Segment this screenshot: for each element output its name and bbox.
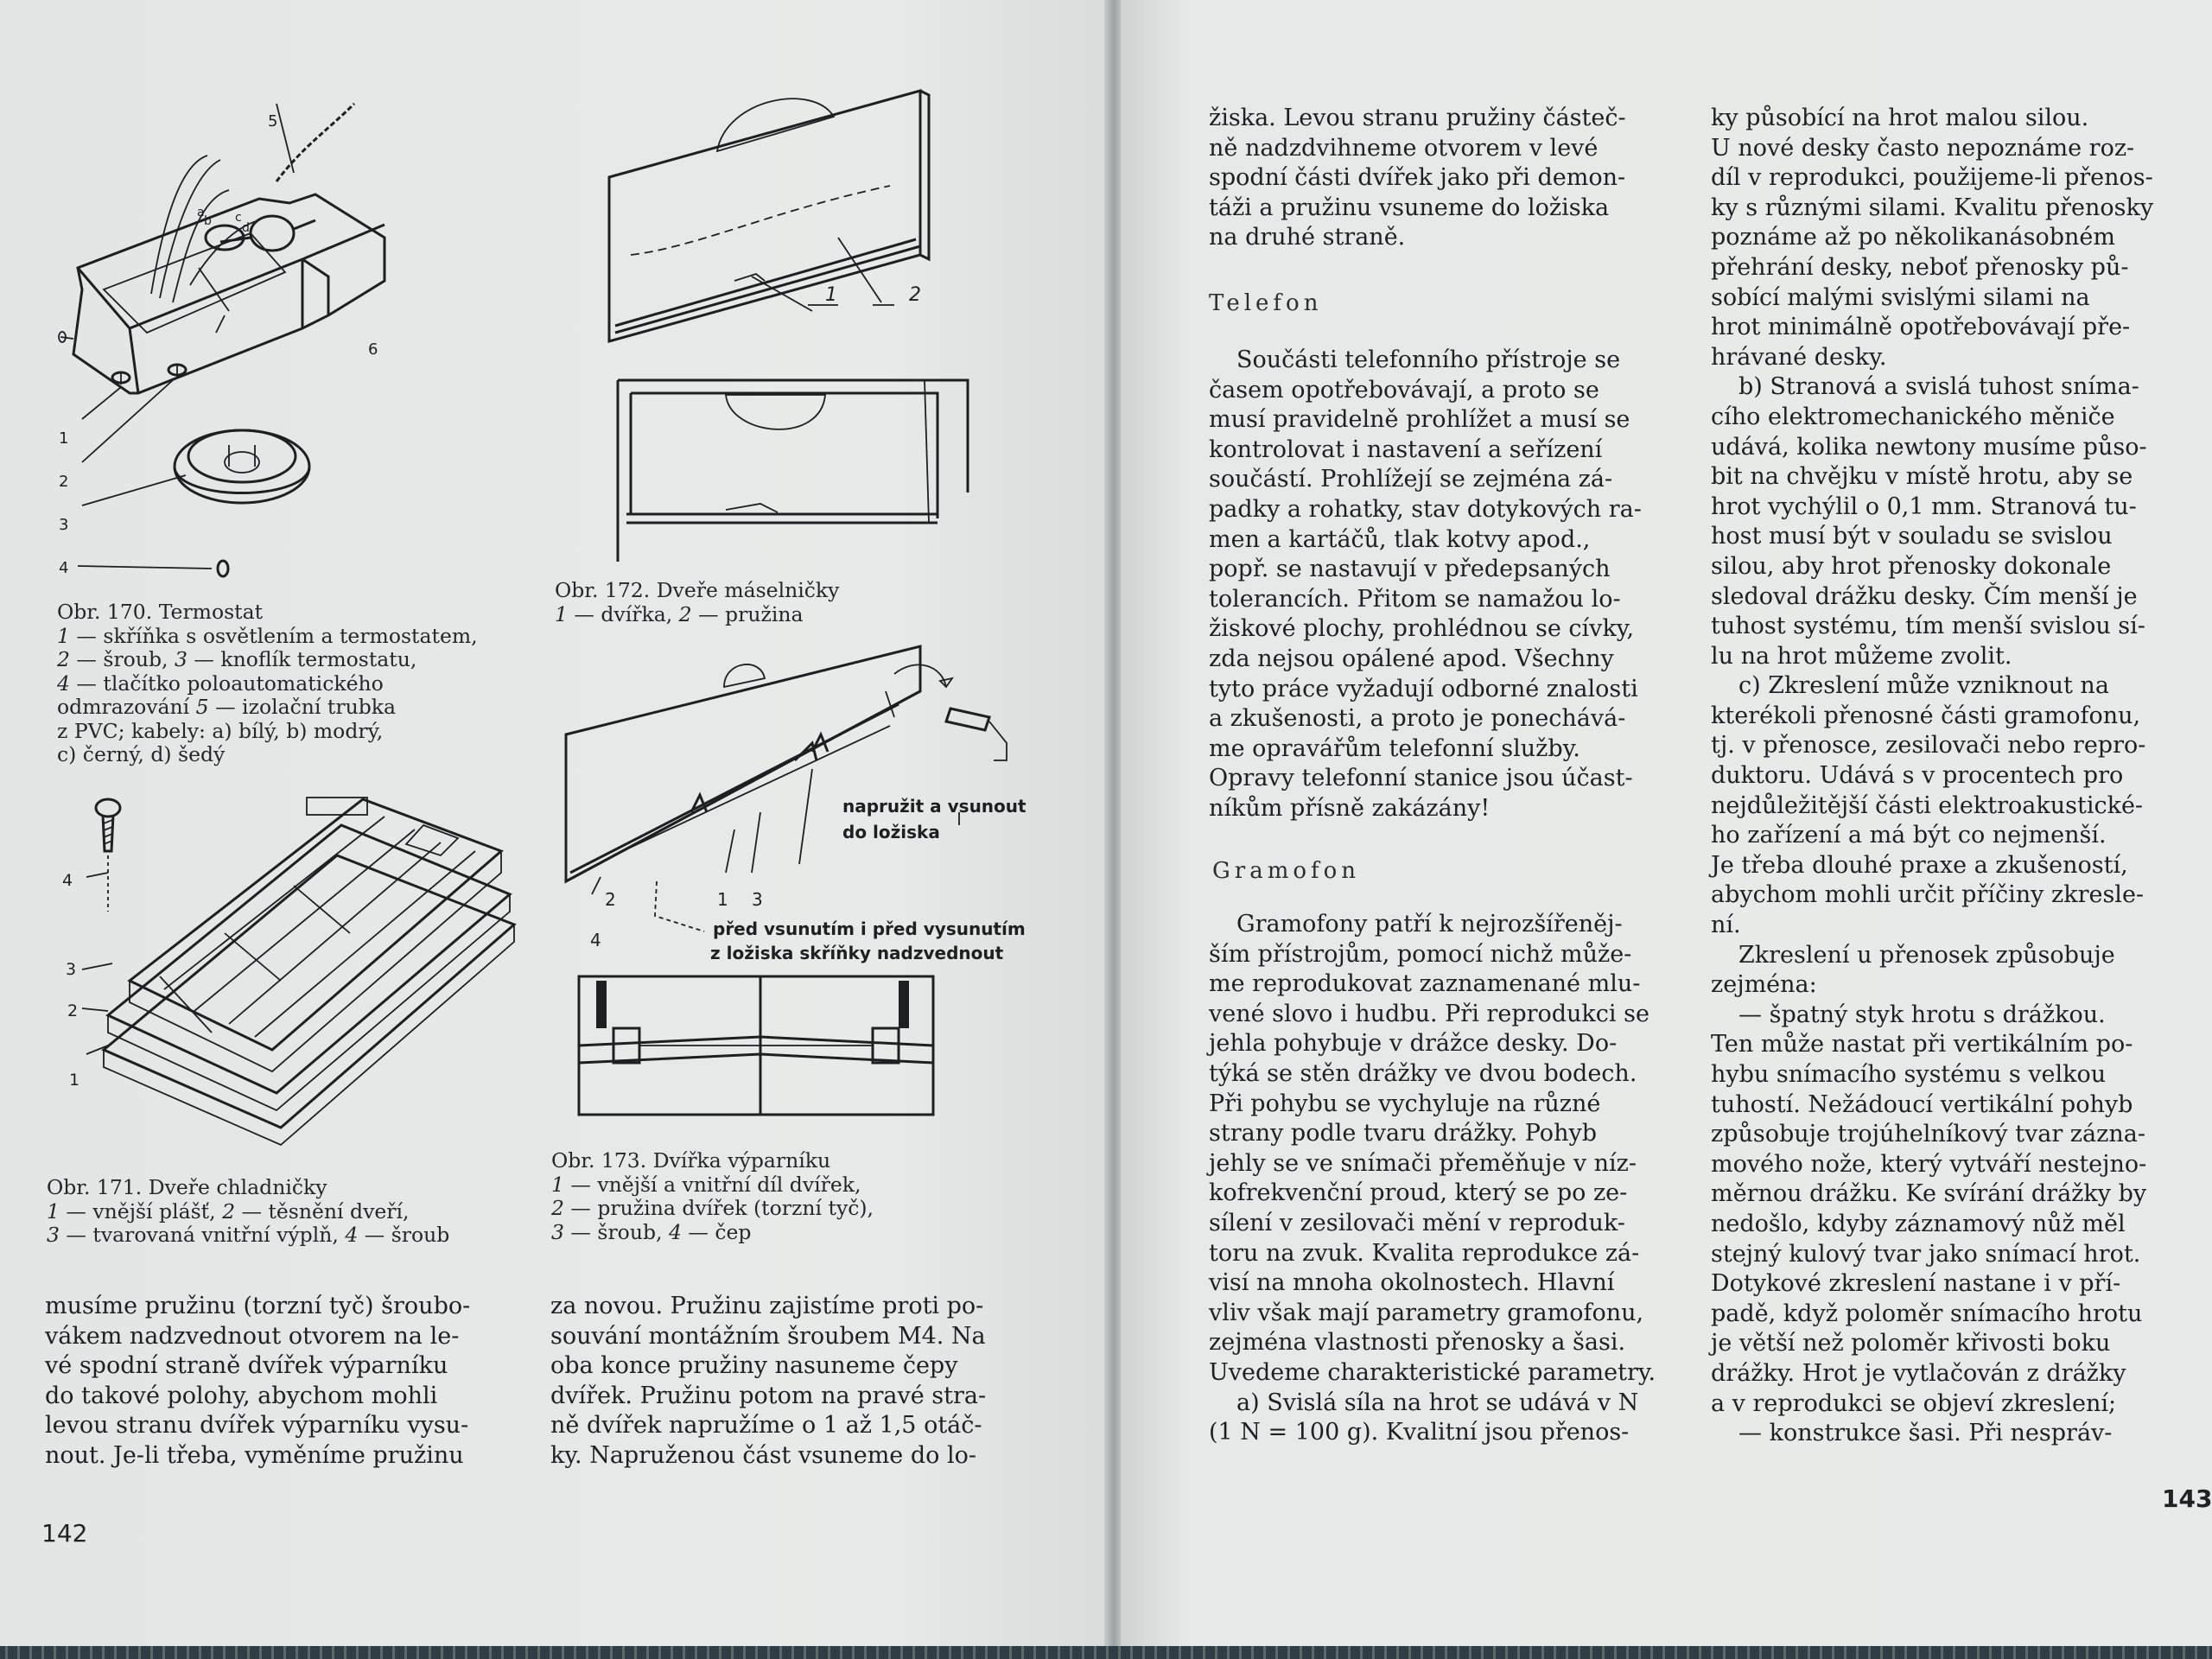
text-line: toru na zvuk. Kvalita reprodukce zá- — [1209, 1239, 1640, 1267]
text-line: stejný kulový tvar jako snímací hrot. — [1711, 1240, 2141, 1268]
text-line: Uvedeme charakteristické parametry. — [1209, 1358, 1656, 1386]
text-line: hrot vychýlil o 0,1 mm. Stranová tu- — [1711, 493, 2137, 520]
fig173-handwritten-3: před vsunutím i před vysunutím — [713, 918, 1026, 939]
text-line: kontrolovat i nastavení a seřízení — [1209, 435, 1603, 463]
text-line: spodní části dvířek jako při demon- — [1209, 164, 1626, 192]
text-line: padě, když poloměr snímacího hrotu — [1711, 1300, 2143, 1327]
fig171-caption — [47, 1176, 449, 1248]
text-line: levou stranu dvířek výparníku vysu- — [45, 1412, 469, 1440]
text-line: žiska. Levou stranu pružiny částeč- — [1209, 105, 1626, 131]
text-line: Při pohybu se vychyluje na různé — [1209, 1090, 1601, 1117]
caption-line: Obr. 171. Dveře chladničky — [47, 1175, 327, 1199]
text-line: udává, kolika newtony musíme půso- — [1711, 433, 2147, 461]
text-line: padky a rohatky, stav dotykových ra- — [1209, 495, 1642, 523]
fig170-label-a: a — [197, 206, 205, 219]
caption-line: 1 — skříňka s osvětlením a termostatem, — [57, 623, 478, 648]
text-line: host musí být v souladu se svislou — [1711, 523, 2113, 550]
caption-line: 3 — tvarovaná vnitřní výplň, 4 — šroub — [47, 1223, 450, 1247]
text-line: přehrání desky, neboť přenosky pů- — [1711, 253, 2129, 281]
caption-line: 2 — šroub, 3 — knoflík termostatu, — [57, 647, 417, 671]
text-line: ně dvířek napružíme o 1 až 1,5 otáč- — [550, 1412, 982, 1440]
text-line: ším přístrojům, pomocí nichž může- — [1209, 940, 1632, 968]
right-text-column-1b — [1209, 346, 1672, 824]
fig170-label-2: 2 — [59, 473, 69, 491]
fig173-label-2: 2 — [605, 889, 616, 910]
text-line: a zkušenosti, a proto je ponechává- — [1209, 705, 1626, 733]
fig171-label-4: 4 — [62, 871, 73, 890]
text-line: vliv však mají parametry gramofonu, — [1209, 1299, 1644, 1326]
text-line: žiskové plochy, prohlédnou se cívky, — [1209, 615, 1635, 643]
text-line: jehla pohybuje v drážce desky. Do- — [1209, 1030, 1618, 1058]
text-line: ho zařízení a má být co nejmenší. — [1711, 822, 2107, 849]
text-line: ky s různými silami. Kvalitu přenosky — [1711, 194, 2154, 221]
text-line: — špatný styk hrotu s drážkou. — [1738, 1001, 2106, 1028]
caption-line: 4 — tlačítko poloautomatického — [57, 671, 384, 696]
text-line: bit na chvějku v místě hrotu, aby se — [1711, 463, 2133, 491]
fig170-label-d: d — [242, 221, 250, 235]
text-line: díl v reprodukci, použijeme-li přenos- — [1711, 164, 2153, 192]
text-line: měrnou drážku. Ke svírání drážky by — [1711, 1180, 2147, 1208]
text-line: musíme pružinu (torzní tyč) šroubo- — [45, 1293, 471, 1319]
fig173-handwritten-4: z ložiska skříňky nadzvednout — [710, 943, 1004, 963]
text-line: ky. Napruženou část vsuneme do lo- — [550, 1441, 976, 1469]
text-line: hrávané desky. — [1711, 343, 1887, 371]
text-line: tj. v přenosce, zesilovači nebo repro- — [1711, 732, 2146, 760]
text-line: za novou. Pružinu zajistíme proti po- — [550, 1293, 984, 1319]
caption-line: 1 — dvířka, 2 — pružina — [555, 601, 804, 626]
text-line: Ten může nastat při vertikálním po- — [1711, 1031, 2133, 1058]
text-line: způsobuje trojúhelníkový tvar zázna- — [1711, 1121, 2145, 1148]
text-line: oba konce pružiny nasuneme čepy — [550, 1352, 958, 1380]
text-line: a v reprodukci se objeví zkreslení; — [1711, 1389, 2117, 1417]
fig171-label-1: 1 — [69, 1071, 80, 1090]
text-line: Součásti telefonního přístroje se — [1236, 346, 1621, 373]
text-line: Dotykové zkreslení nastane i v pří- — [1711, 1270, 2121, 1298]
fig173-label-3: 3 — [752, 889, 763, 910]
text-line: tuhostí. Nežádoucí vertikální pohyb — [1711, 1090, 2133, 1118]
text-line: vené slovo i hudbu. Při reprodukci se — [1209, 1000, 1649, 1027]
fig173-label-4: 4 — [590, 930, 601, 950]
fig171-label-2: 2 — [67, 1001, 79, 1020]
fig170-label-c: c — [235, 211, 242, 225]
text-line: b) Stranová a svislá tuhost sníma- — [1738, 373, 2139, 401]
text-line: souvání montážním šroubem M4. Na — [550, 1322, 986, 1350]
fig172-drawing — [596, 82, 994, 575]
right-page — [1121, 0, 2212, 1646]
left-text-column-2 — [550, 1292, 1039, 1471]
text-line: Je třeba dlouhé praxe a zkušeností, — [1711, 851, 2128, 879]
text-line: do takové polohy, abychom mohli — [45, 1382, 438, 1409]
fig172-caption — [555, 579, 839, 626]
text-line: c) Zkreslení může vzniknout na — [1738, 672, 2109, 700]
text-line: (1 N = 100 g). Kvalitní jsou přenos- — [1209, 1419, 1630, 1446]
text-line: kterékoli přenosné části gramofonu, — [1711, 702, 2141, 729]
caption-line: Obr. 170. Termostat — [57, 600, 264, 624]
fig170-label-6: 6 — [368, 340, 378, 359]
caption-line: c) černý, d) šedý — [57, 742, 226, 766]
caption-line: 1 — vnější a vnitřní díl dvířek, — [551, 1172, 861, 1197]
fig173-label-1: 1 — [717, 889, 728, 910]
right-text-column-1c — [1209, 910, 1672, 1448]
text-line: hrot minimálně opotřebovávají pře- — [1711, 314, 2131, 341]
text-line: strany podle tvaru drážky. Pohyb — [1209, 1120, 1597, 1147]
text-line: visí na mnoha okolnostech. Hlavní — [1209, 1269, 1615, 1297]
fig173-handwritten-1: napružit a vsunout — [842, 796, 1027, 817]
text-line: týká se stěn drážky ve dvou bodech. — [1209, 1059, 1637, 1087]
text-line: Gramofony patří k nejrozšířeněj- — [1236, 911, 1623, 938]
text-line: dvířek. Pružinu potom na pravé stra- — [550, 1382, 987, 1409]
text-line: sílení v zesilovači mění v reproduk- — [1209, 1209, 1625, 1236]
fig172-label-2: 2 — [909, 284, 921, 306]
text-line: táži a pružinu vsuneme do ložiska — [1209, 194, 1610, 221]
text-line: vé spodní straně dvířek výparníku — [45, 1352, 448, 1380]
text-line: nout. Je-li třeba, vyměníme pružinu — [45, 1441, 464, 1469]
text-line: mového nože, který vytváří nestejno- — [1711, 1150, 2147, 1178]
page-number: 142 — [41, 1519, 88, 1548]
left-page — [0, 0, 1108, 1646]
text-line: poznáme až po několikanásobném — [1711, 224, 2116, 251]
caption-line: 1 — vnější plášť, 2 — těsnění dveří, — [47, 1198, 410, 1224]
caption-line: z PVC; kabely: a) bílý, b) modrý, — [57, 718, 384, 743]
text-line: zejména: — [1711, 971, 1817, 999]
text-line: nejdůležitější části elektroakustické- — [1711, 791, 2144, 819]
text-line: níkům přísně zakázány! — [1209, 794, 1491, 822]
text-line: me reprodukovat zaznamenané mlu- — [1209, 970, 1641, 998]
text-line: vákem nadzvednout otvorem na le- — [45, 1322, 460, 1350]
text-line: me opravářům telefonní služby. — [1209, 734, 1580, 762]
text-line: tuhost systému, tím menší svislou sí- — [1711, 613, 2145, 640]
text-line: časem opotřebovávají, a proto se — [1209, 376, 1599, 404]
text-line: zda nejsou opálené apod. Všechny — [1209, 645, 1614, 672]
text-line: tyto práce vyžadují odborné znalosti — [1209, 675, 1638, 702]
text-line: musí pravidelně prohlížet a musí se — [1209, 406, 1630, 434]
background-fabric — [0, 1646, 2212, 1659]
text-line: a) Svislá síla na hrot se udává v N — [1236, 1389, 1639, 1416]
caption-line: 3 — šroub, 4 — čep — [551, 1219, 752, 1244]
text-line: nedošlo, kdyby záznamový nůž měl — [1711, 1210, 2126, 1237]
text-line: Opravy telefonní stanice jsou účast- — [1209, 765, 1633, 792]
text-line: popř. se nastavují v předepsaných — [1209, 556, 1611, 583]
page-number: 143 — [2162, 1484, 2212, 1513]
text-line: ně nadzdvihneme otvorem v levé — [1209, 134, 1599, 162]
fig170-label-1: 1 — [59, 429, 69, 448]
fig170-drawing — [43, 95, 527, 596]
fig170-label-b: b — [204, 214, 212, 228]
left-text-column-1 — [45, 1292, 516, 1471]
fig170-label-4: 4 — [59, 559, 69, 577]
text-line: tolerancích. Přitom se namažou lo- — [1209, 585, 1621, 613]
text-line: Zkreslení u přenosek způsobuje — [1738, 941, 2115, 969]
text-line: men a kartáčů, tlak kotvy apod., — [1209, 525, 1591, 553]
text-line: sobící malými svislými silami na — [1711, 283, 2090, 311]
text-line: ní. — [1711, 912, 1741, 939]
right-text-column-2 — [1711, 104, 2190, 1449]
fig170-label-5: 5 — [268, 112, 278, 130]
fig173-handwritten-2: do ložiska — [842, 822, 940, 842]
text-line: jehly se ve snímači přeměňuje v níz- — [1209, 1149, 1637, 1177]
fig170-label-3: 3 — [59, 516, 69, 534]
text-line: hybu snímacího systému s velkou — [1711, 1061, 2107, 1088]
section-heading-gramofon: Gramofon — [1212, 858, 1361, 884]
fig173-drawing — [553, 639, 1037, 1123]
caption-line: 2 — pružina dvířek (torzní tyč), — [551, 1196, 874, 1220]
text-line: abychom mohli určit příčiny zkresle- — [1711, 881, 2145, 909]
caption-line: Obr. 173. Dvířka výparníku — [551, 1148, 831, 1173]
text-line: kofrekvenční proud, který se po ze- — [1209, 1179, 1628, 1207]
text-line: zejména vlastnosti přenosky a šasi. — [1209, 1329, 1626, 1357]
text-line: ky působící na hrot malou silou. — [1711, 105, 2089, 131]
fig170-caption — [57, 601, 478, 767]
text-line: lu na hrot můžeme zvolit. — [1711, 642, 2012, 670]
section-heading-telefon: Telefon — [1209, 290, 1323, 316]
text-line: cího elektromechanického měniče — [1711, 403, 2115, 430]
fig172-label-1: 1 — [825, 284, 837, 306]
text-line: drážky. Hrot je vytlačován z drážky — [1711, 1359, 2126, 1387]
fig173-caption — [551, 1149, 874, 1244]
text-line: — konstrukce šasi. Při nespráv- — [1738, 1420, 2113, 1447]
fig171-label-3: 3 — [66, 960, 77, 979]
caption-line: Obr. 172. Dveře máselničky — [555, 578, 840, 602]
text-line: součástí. Prohlížejí se zejména zá- — [1209, 466, 1613, 493]
fig171-drawing — [52, 791, 536, 1171]
text-line: na druhé straně. — [1209, 224, 1406, 251]
text-line: je větší než poloměr křivosti boku — [1711, 1330, 2111, 1357]
caption-line: odmrazování 5 — izolační trubka — [57, 695, 397, 719]
text-line: duktoru. Udává s v procentech pro — [1711, 762, 2124, 790]
text-line: sledoval drážku desky. Čím menší je — [1711, 582, 2138, 610]
text-line: U nové desky často nepoznáme roz- — [1711, 134, 2135, 162]
right-text-column-1 — [1209, 104, 1672, 253]
text-line: silou, aby hrot přenosky dokonale — [1711, 552, 2112, 580]
